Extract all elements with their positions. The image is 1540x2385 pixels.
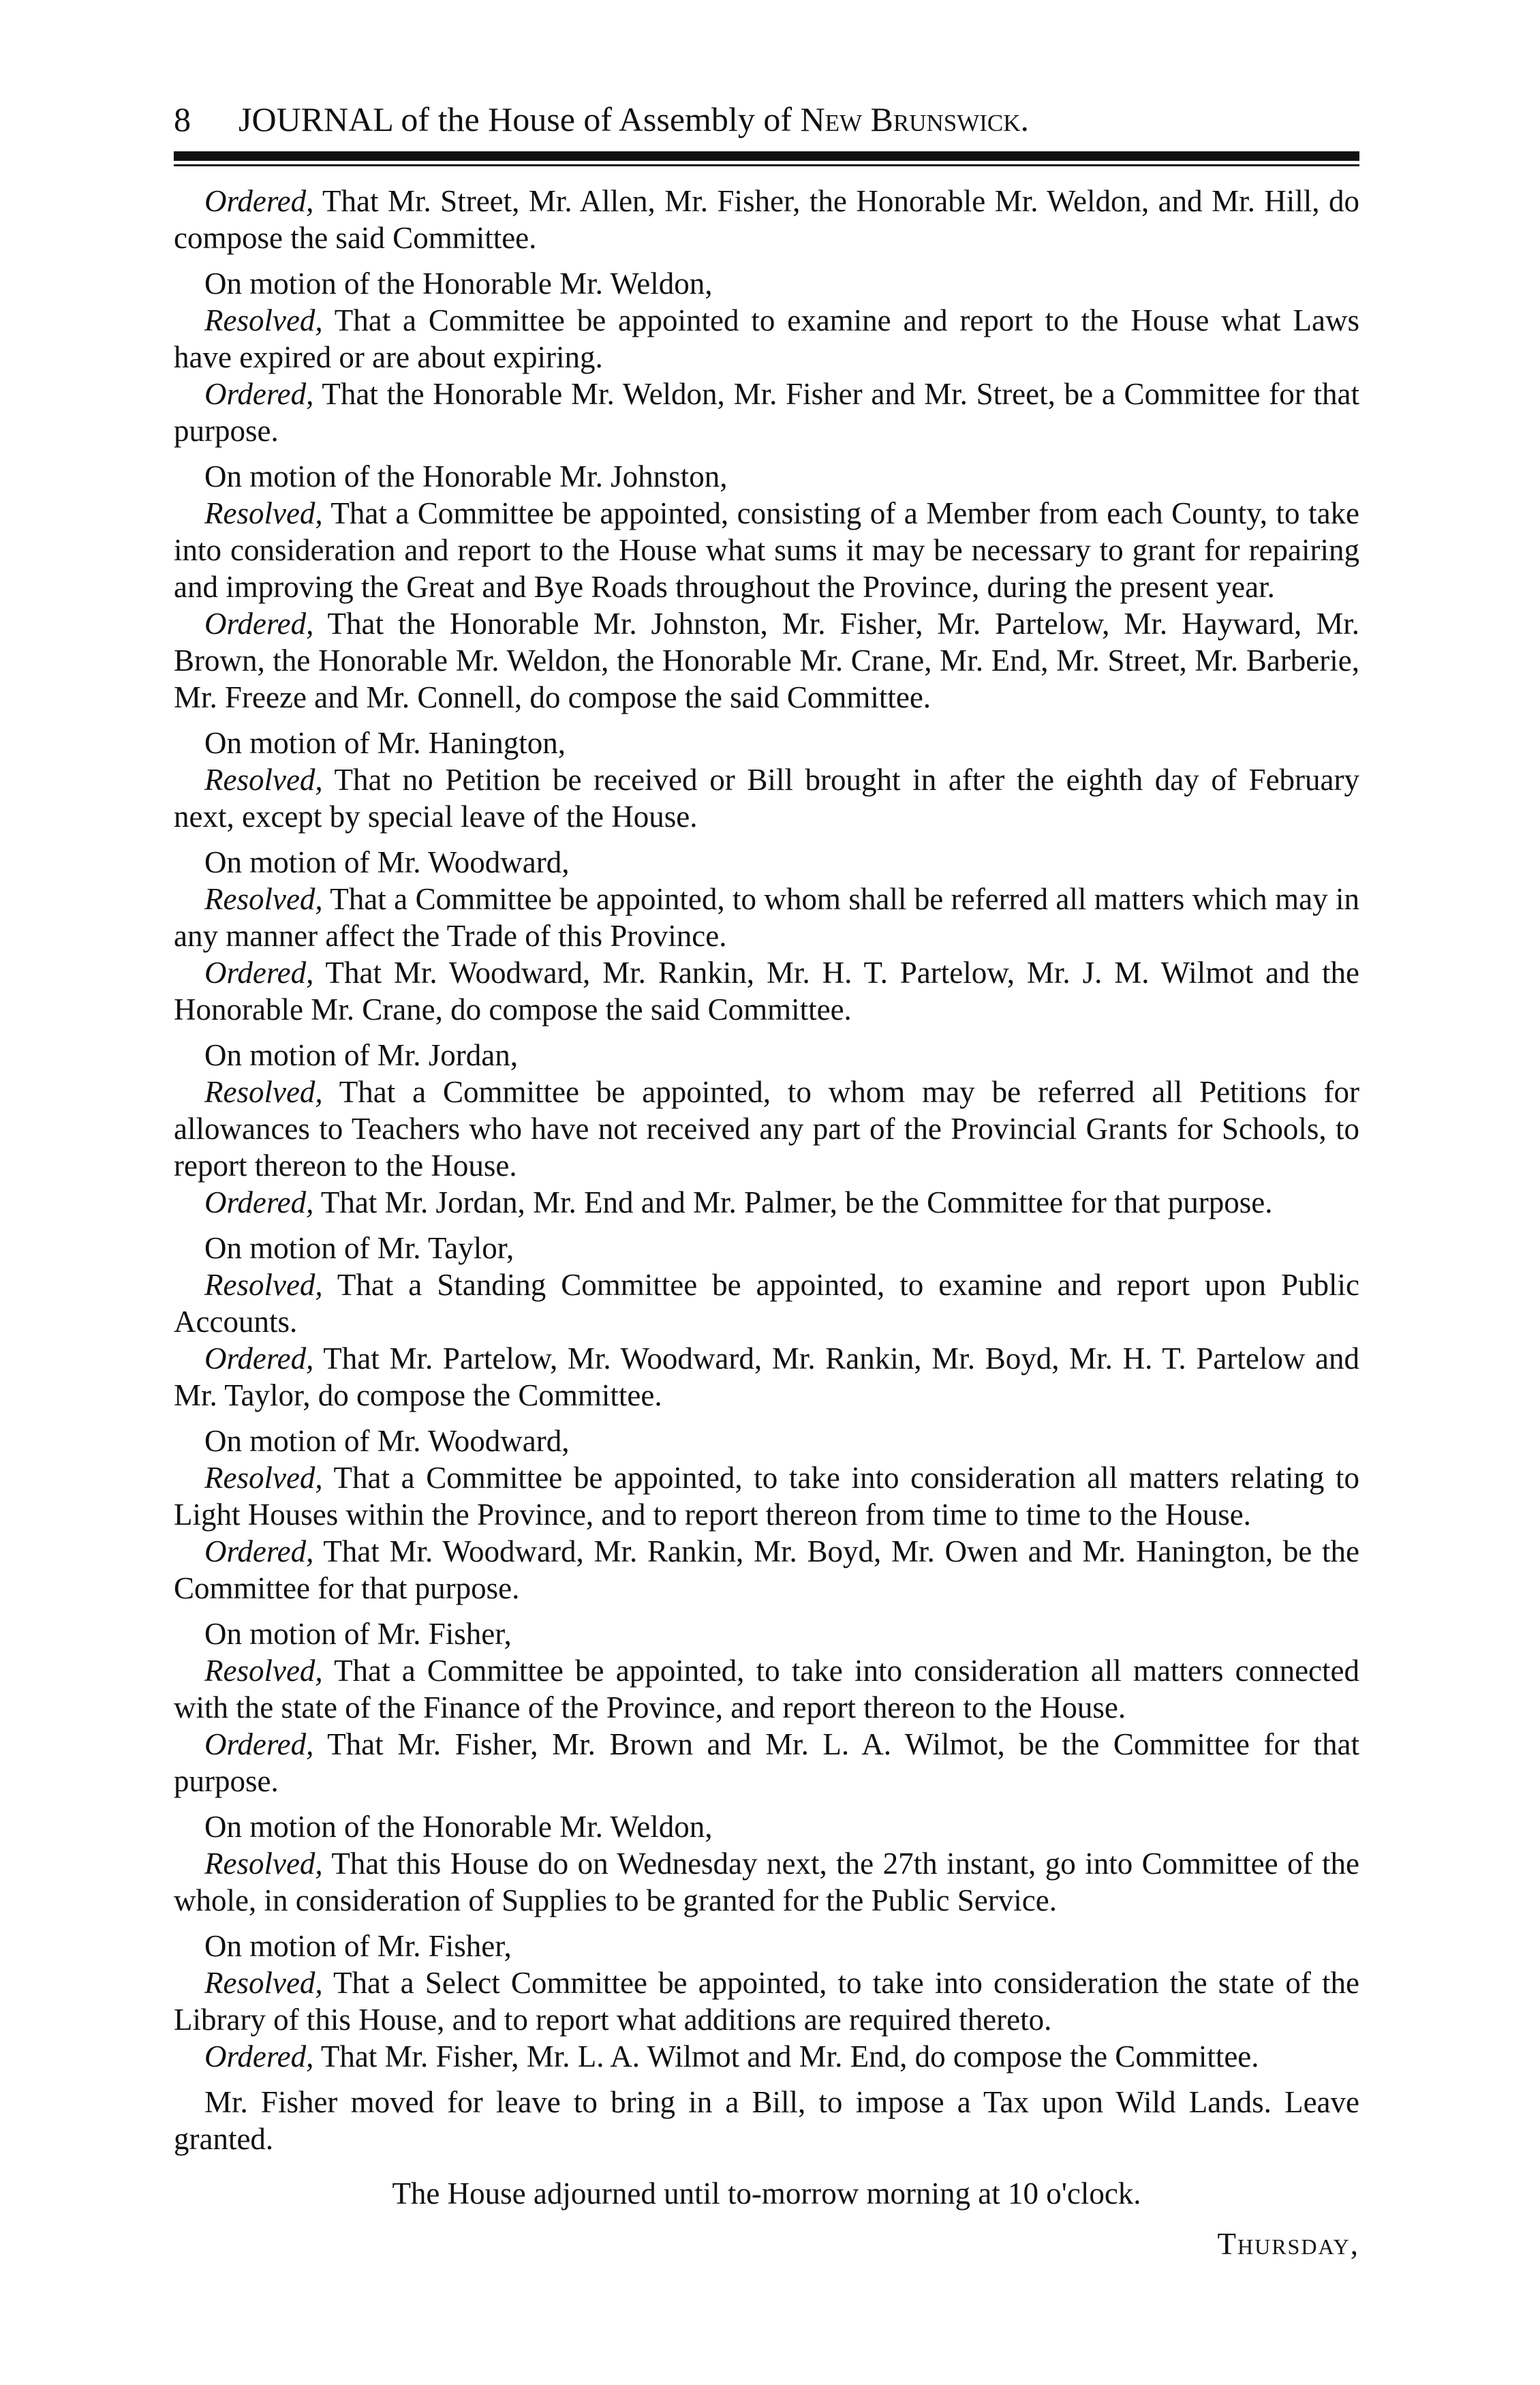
paragraph-lead: Ordered, (204, 1341, 314, 1376)
paragraph-text: That Mr. Partelow, Mr. Woodward, Mr. Rankin, Mr. Boyd, Mr. H. T. Partelow and Mr. Taylor, do compose the Committee. (174, 1341, 1360, 1412)
journal-paragraph (174, 1423, 1359, 1459)
journal-paragraph (174, 2038, 1359, 2075)
paragraph-text: That a Committee be appointed, to whom shall be referred all matters which may in any manner affect the Trade of this Province. (174, 882, 1360, 953)
paragraph-lead: Resolved, (204, 303, 323, 337)
paragraph-lead: Ordered, (204, 1534, 314, 1568)
paragraph-lead: Resolved, (204, 1654, 323, 1688)
paragraph-text: On motion of Mr. Fisher, (204, 1617, 512, 1651)
paragraph-text: That the Honorable Mr. Weldon, Mr. Fisher and Mr. Street, be a Committee for that purpose. (174, 377, 1359, 448)
paragraph-lead: Resolved, (204, 496, 323, 530)
journal-paragraph (174, 1074, 1359, 1184)
paragraph-lead: Resolved, (204, 882, 323, 916)
journal-body (174, 183, 1359, 2262)
paragraph-text: On motion of the Honorable Mr. Weldon, (204, 1810, 713, 1844)
journal-paragraph (174, 1808, 1359, 1845)
journal-paragraph (174, 1652, 1359, 1726)
paragraph-text: That Mr. Street, Mr. Allen, Mr. Fisher, the Honorable Mr. Weldon, and Mr. Hill, do compose the said Committee. (174, 184, 1360, 255)
paragraph-text: On motion of Mr. Hanington, (204, 726, 566, 760)
journal-paragraph (174, 2084, 1359, 2157)
header-rule-thick (174, 151, 1359, 161)
journal-paragraph (174, 302, 1359, 376)
header-rule-thin (174, 164, 1359, 166)
paragraph-lead: Resolved, (204, 763, 323, 797)
paragraph-text: On motion of the Honorable Mr. Johnston, (204, 459, 728, 493)
paragraph-text: That this House do on Wednesday next, the 27th instant, go into Committee of the whole, in consideration of Supplies to be granted for the Public Service. (174, 1847, 1359, 1917)
paragraph-text: On motion of Mr. Woodward, (204, 1424, 570, 1458)
paragraph-lead: Ordered, (204, 184, 314, 218)
paragraph-text: On motion of Mr. Fisher, (204, 1929, 512, 1963)
paragraph-text: That Mr. Woodward, Mr. Rankin, Mr. Boyd, Mr. Owen and Mr. Hanington, be the Committee for that purpose. (174, 1534, 1360, 1605)
catchword: Thursday, (1217, 2227, 1359, 2261)
paragraph-text: That Mr. Woodward, Mr. Rankin, Mr. H. T. Partelow, Mr. J. M. Wilmot and the Honorable Mr. Crane, do compose the said Committee. (174, 956, 1359, 1027)
journal-paragraph (174, 605, 1359, 716)
paragraph-text: On motion of the Honorable Mr. Weldon, (204, 267, 713, 301)
journal-paragraph (174, 183, 1359, 256)
journal-paragraph (174, 1184, 1359, 1221)
journal-paragraph (174, 1928, 1359, 1964)
paragraph-text: That no Petition be received or Bill brought in after the eighth day of February next, except by special leave of the House. (174, 763, 1359, 834)
paragraph-text: On motion of Mr. Taylor, (204, 1231, 514, 1265)
paragraph-lead: Ordered, (204, 2039, 314, 2073)
journal-paragraph (174, 1037, 1359, 1074)
journal-paragraph (174, 725, 1359, 761)
journal-paragraph (174, 1615, 1359, 1652)
paragraph-text: That Mr. Fisher, Mr. Brown and Mr. L. A. Wilmot, be the Committee for that purpose. (174, 1727, 1360, 1798)
header-place: New Brunswick. (800, 100, 1030, 138)
paragraph-text: That a Committee be appointed, to take into consideration all matters connected with the state of the Finance of the Province, and report thereon to the House. (174, 1654, 1359, 1725)
journal-paragraph (174, 458, 1359, 495)
paragraph-list (174, 183, 1359, 2157)
journal-paragraph (174, 1340, 1359, 1414)
journal-paragraph (174, 1230, 1359, 1266)
adjournment-line: The House adjourned until to-morrow morning at 10 o'clock. (392, 2176, 1141, 2211)
paragraph-lead: Ordered, (204, 956, 314, 990)
journal-paragraph (174, 495, 1359, 605)
paragraph-text: That a Committee be appointed, consisting of a Member from each County, to take into consideration and report to the House what sums it may be necessary to grant for repairing and improving the Great and Bye Roads throughout the Province, during the present year. (174, 496, 1360, 604)
paragraph-text: That the Honorable Mr. Johnston, Mr. Fisher, Mr. Partelow, Mr. Hayward, Mr. Brown, the Honorable Mr. Weldon, the Honorable Mr. Crane, Mr. End, Mr. Street, Mr. Barberie, Mr. Freeze and Mr. Connell, do compose the said Committee. (174, 607, 1360, 714)
journal-paragraph (174, 1266, 1359, 1340)
journal-paragraph (174, 954, 1359, 1028)
paragraph-text: That Mr. Jordan, Mr. End and Mr. Palmer, be the Committee for that purpose. (320, 1185, 1273, 1219)
paragraph-lead: Resolved, (204, 1461, 323, 1495)
paragraph-text: On motion of Mr. Jordan, (204, 1038, 518, 1072)
paragraph-text: That a Committee be appointed to examine and report to the House what Laws have expired or are about expiring. (174, 303, 1360, 374)
paragraph-lead: Resolved, (204, 1075, 323, 1109)
journal-paragraph (174, 761, 1359, 835)
journal-paragraph (174, 265, 1359, 302)
paragraph-lead: Resolved, (204, 1847, 323, 1881)
paragraph-text: That Mr. Fisher, Mr. L. A. Wilmot and Mr. End, do compose the Committee. (320, 2039, 1259, 2073)
journal-paragraph (174, 1964, 1359, 2038)
paragraph-text: Mr. Fisher moved for leave to bring in a Bill, to impose a Tax upon Wild Lands. Leave granted. (174, 2085, 1359, 2156)
journal-paragraph (174, 1533, 1359, 1607)
journal-paragraph (174, 844, 1359, 881)
paragraph-lead: Ordered, (204, 1727, 314, 1761)
paragraph-text: On motion of Mr. Woodward, (204, 845, 570, 879)
header-title: JOURNAL of the House of Assembly of (238, 100, 792, 138)
paragraph-text: That a Committee be appointed, to take into consideration all matters relating to Light Houses within the Province, and to report thereon from time to time to the House. (174, 1461, 1359, 1532)
paragraph-lead: Ordered, (204, 1185, 314, 1219)
paragraph-text: That a Committee be appointed, to whom may be referred all Petitions for allowances to Teachers who have not received any part of the Provincial Grants for Schools, to report thereon to the House. (174, 1075, 1359, 1183)
journal-paragraph (174, 1459, 1359, 1533)
paragraph-lead: Resolved, (204, 1268, 323, 1302)
page-number: 8 (174, 100, 191, 138)
journal-paragraph (174, 1845, 1359, 1919)
journal-paragraph (174, 1726, 1359, 1799)
paragraph-text: That a Standing Committee be appointed, to examine and report upon Public Accounts. (174, 1268, 1359, 1339)
paragraph-lead: Ordered, (204, 607, 314, 641)
journal-paragraph (174, 881, 1359, 954)
journal-paragraph (174, 376, 1359, 449)
paragraph-lead: Resolved, (204, 1966, 323, 2000)
paragraph-lead: Ordered, (204, 377, 314, 411)
paragraph-text: That a Select Committee be appointed, to take into consideration the state of the Library of this House, and to report what additions are required thereto. (174, 1966, 1359, 2037)
running-header (174, 95, 1359, 143)
